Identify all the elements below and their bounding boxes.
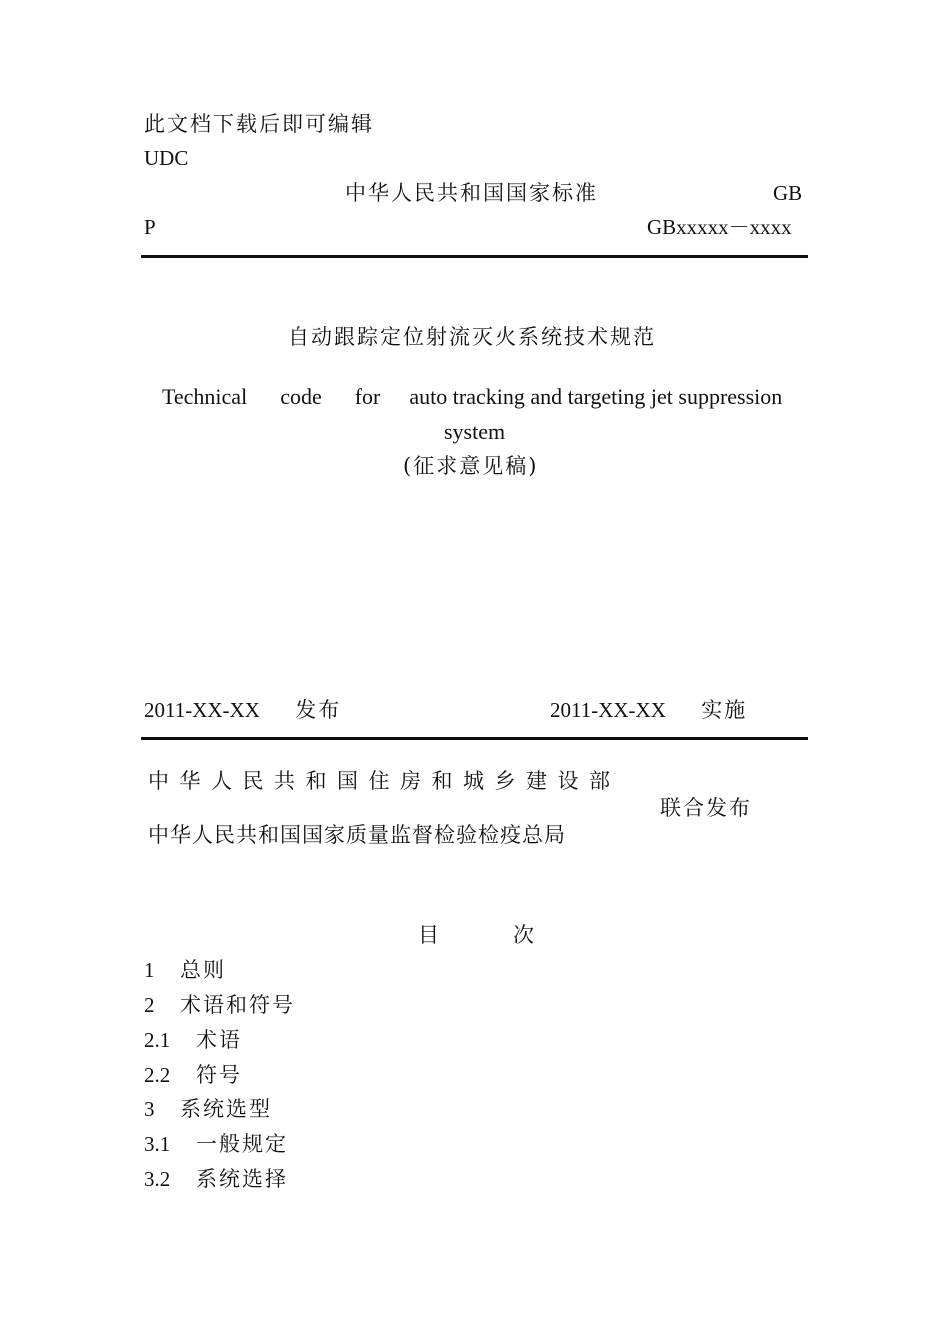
toc-item-label: 一般规定 <box>196 1132 288 1156</box>
chinese-title: 自动跟踪定位射流灭火系统技术规范 <box>288 325 656 349</box>
header-divider <box>141 255 808 258</box>
publish-date-row <box>144 700 341 721</box>
toc-item-number: 3 <box>144 1097 155 1121</box>
toc-item-label: 系统选型 <box>180 1097 272 1121</box>
english-phrase-rest: auto tracking and targeting jet suppression <box>409 384 783 409</box>
toc-item-label: 术语 <box>196 1028 242 1052</box>
english-title-line2: system <box>444 419 506 444</box>
publish-date: 2011-XX-XX <box>144 698 260 722</box>
toc-item[interactable] <box>144 1169 288 1190</box>
toc-item[interactable] <box>144 1030 242 1051</box>
toc-item-number: 2.1 <box>144 1028 171 1052</box>
toc-item-number: 2.2 <box>144 1063 171 1087</box>
toc-item[interactable] <box>144 995 295 1016</box>
udc-label: UDC <box>144 146 189 170</box>
implement-label: 实施 <box>701 698 748 722</box>
toc-heading-right: 次 <box>513 923 534 947</box>
dates-divider <box>141 737 808 740</box>
issuer-administration: 中华人民共和国国家质量监督检验检疫总局 <box>148 823 566 847</box>
download-note: 此文档下载后即可编辑 <box>144 112 374 136</box>
standard-code: GBxxxxx－xxxx <box>647 215 792 239</box>
publish-label: 发布 <box>295 698 342 722</box>
toc-item-label: 系统选择 <box>196 1167 288 1191</box>
toc-item-number: 1 <box>144 958 155 982</box>
draft-status: (征求意见稿) <box>403 454 539 478</box>
toc-item-number: 3.2 <box>144 1167 171 1191</box>
national-standard-title: 中华人民共和国国家标准 <box>345 181 598 205</box>
toc-item-label: 术语和符号 <box>180 993 295 1017</box>
toc-item-label: 符号 <box>196 1063 242 1087</box>
toc-item[interactable] <box>144 960 226 981</box>
issuer-ministry: 中华人民共和国住房和城乡建设部 <box>148 769 621 793</box>
toc-item[interactable] <box>144 1065 242 1086</box>
english-title-line1 <box>162 386 782 408</box>
toc-heading-left: 目 <box>418 923 439 947</box>
toc-item-number: 3.1 <box>144 1132 171 1156</box>
implement-date: 2011-XX-XX <box>550 698 666 722</box>
joint-release-label: 联合发布 <box>660 796 752 820</box>
english-word-for: for <box>354 384 381 409</box>
english-word-technical: Technical <box>162 384 248 409</box>
gb-tag: GB <box>773 181 803 205</box>
toc-item-number: 2 <box>144 993 155 1017</box>
p-tag: P <box>144 215 156 239</box>
toc-item[interactable] <box>144 1134 288 1155</box>
implement-date-row <box>550 700 747 721</box>
toc-item[interactable] <box>144 1099 272 1120</box>
toc-item-label: 总则 <box>180 958 226 982</box>
english-word-code: code <box>280 384 322 409</box>
